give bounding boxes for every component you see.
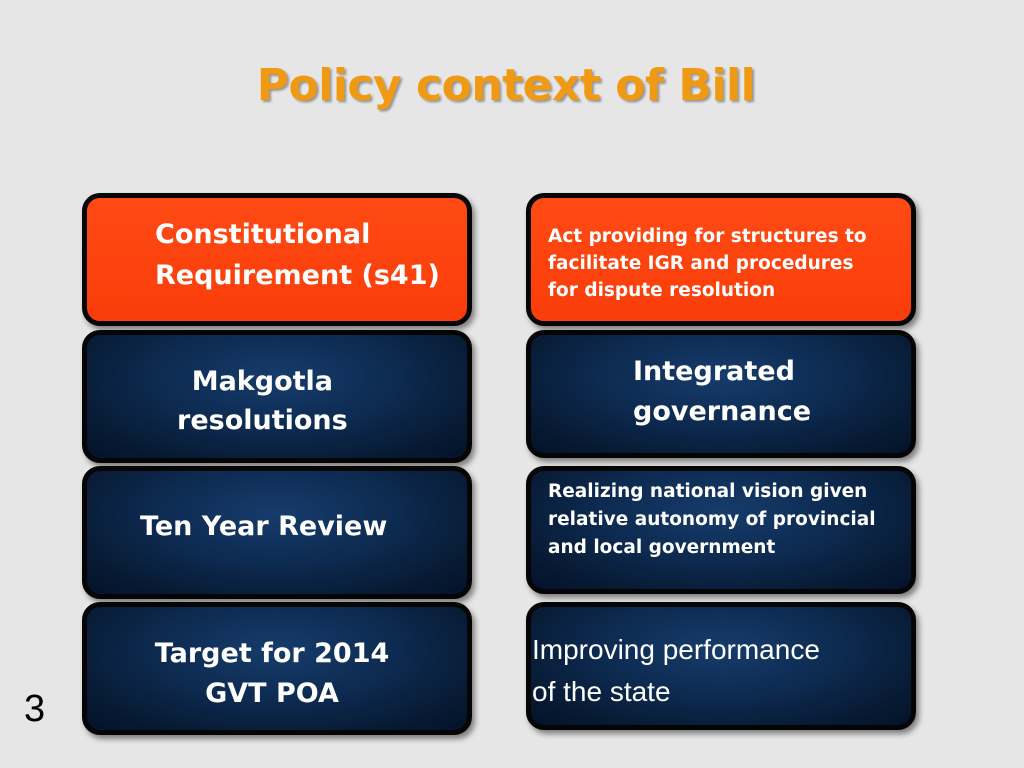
- integrated-governance-text: Integrated governance: [633, 356, 812, 427]
- ten-year-review-text: Ten Year Review: [140, 511, 388, 542]
- national-vision-text: Realizing national vision given relative autonomy of provincial and local government: [548, 481, 876, 558]
- makgotla-resolutions-box: [82, 330, 472, 463]
- igr-act-text: Act providing for structures to facilitate IGR and procedures for dispute resolution: [548, 226, 867, 301]
- target-2014-box: [82, 602, 472, 735]
- improving-performance-text: Improving performance of the state: [532, 634, 820, 707]
- makgotla-resolutions-text: Makgotla resolutions: [177, 366, 348, 436]
- ten-year-review-box: [82, 466, 472, 599]
- improving-performance-box: [526, 602, 916, 730]
- national-vision-box: [526, 466, 916, 594]
- igr-act-box: [526, 193, 916, 326]
- integrated-governance-box: [526, 330, 916, 458]
- slide-title: Policy context of Bill: [256, 60, 756, 111]
- constitutional-requirement-text: Constitutional Requirement (s41): [155, 219, 440, 291]
- constitutional-requirement-box: [82, 193, 472, 326]
- target-2014-text: Target for 2014 GVT POA: [154, 638, 390, 709]
- slide-number: 3: [24, 688, 46, 730]
